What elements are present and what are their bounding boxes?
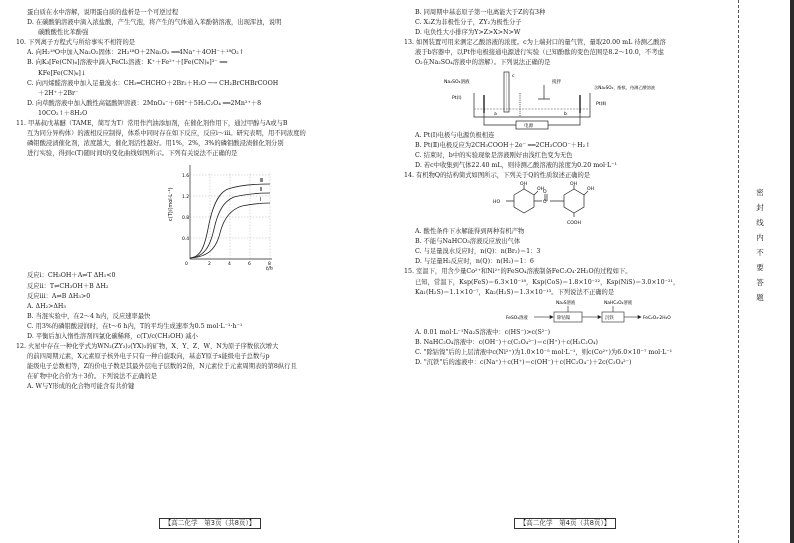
pt2-label: Pt(Ⅱ) <box>596 101 607 107</box>
reagent2-label: NaHC₂O₄溶液 <box>604 300 633 306</box>
oh-label: OH <box>537 187 545 193</box>
page-footer-left <box>120 518 300 529</box>
start-label: FeSO₄溶液 <box>506 315 528 321</box>
option-line: D. 平衡后加入惰性溶剂四氯化碳稀释，c(T)/c(CH₃OH) 减小 <box>27 332 198 340</box>
chart-svg <box>16 159 392 271</box>
text-line: 碳酸酸性比苯酚强 <box>38 29 89 37</box>
option-line: B. 不能与NaHCO₃溶液反应放出气体 <box>415 238 521 246</box>
text-line: 液于b容器中，以Pt作电极接通电源进行实验（已知酚酞的变色范围是8.2～10.0，不考虑 <box>415 49 664 57</box>
option-line: A. 酸性条件下水解能得到两种有机产物 <box>415 228 525 236</box>
seal-warning <box>752 185 768 305</box>
option-line: B. Pt(Ⅱ)电极反应为2CH₃COOH＋2e⁻ ══2CH₃COO⁻＋H₂↑ <box>415 141 591 149</box>
product-label: FeC₂O₄·2H₂O <box>643 315 671 321</box>
apparatus-svg <box>404 69 734 131</box>
seal-char: 题 <box>756 293 764 302</box>
seal-char: 不 <box>756 248 764 257</box>
footer-left-label: 【高二化学 第3页（共8页）】 <box>159 518 262 529</box>
stirrer-label: 搅拌 <box>552 79 562 85</box>
reaction-line: 反应ⅰ：CH₃OH＋A⇌T ΔH₁<0 <box>27 272 116 280</box>
step2-label: 沉铁 <box>605 315 614 321</box>
chart-ylabel: c(T)/(mol·L⁻¹) <box>168 187 174 222</box>
y-tick-label: 0.8 <box>182 216 190 222</box>
curve-label: Ⅲ <box>260 178 264 185</box>
question-12: 12. 火星中存在一种化学式为WN₂(ZY₃)₂(YX)₂的矿物，X、Y、Z、W、N为原子序数依次增大 <box>16 343 279 351</box>
option-line: B. 当混实验中，在2～4 h内，反应速率最快 <box>27 312 151 320</box>
o-label: O <box>543 190 547 196</box>
oh-label: OH <box>570 182 578 188</box>
na2so4-label: Na₂SO₄溶液 <box>444 79 470 85</box>
option-line: A. 0.01 mol·L⁻¹Na₂S溶液中：c(HS⁻)>c(S²⁻) <box>415 328 551 336</box>
text-line: 的前四周期元素，X元素原子核外电子只有一种自旋取向，基态Y原子s能级电子总数与p <box>27 353 270 361</box>
y-tick-label: 1.6 <box>182 174 190 180</box>
option-line: C. "除钴镍"后的上层清液中c(Ni²⁺)为1.0×10⁻⁵ mol·L⁻¹，则c(Co²⁺)为6.0×10⁻⁷ mol·L⁻¹ <box>415 348 673 356</box>
option-line: A. ΔH₂>ΔH₃ <box>27 302 66 310</box>
seal-char: 封 <box>756 203 764 212</box>
left-column <box>16 8 392 393</box>
pt1-label: Pt(Ⅰ) <box>452 95 462 101</box>
concentration-time-chart <box>16 159 392 271</box>
sample-label: 含Na₂SO₄、酚酞、待测乙酸溶液 <box>594 84 656 90</box>
seal-line <box>738 0 740 543</box>
step1-label: 除钴镍 <box>557 315 571 321</box>
option-line: 10CO₂↑＋8H₂O <box>38 109 88 117</box>
process-flow <box>404 298 794 328</box>
option-line: C. 与足量溴水反应时，n(Q)：n(Br₂)＝1：3 <box>415 248 541 256</box>
question-14: 14. 有机物Q的结构简式如图所示，下列关于Q的性质叙述正确的是 <box>404 171 591 179</box>
option-line: D. 向草酸溶液中加入酸性高锰酸钾溶液：2MnO₄⁻＋6H⁺＋5H₂C₂O₄ ══2Mn²⁺＋8 <box>27 99 262 107</box>
a-label: a <box>494 111 497 117</box>
text-line: D. 在碳酸钠溶液中滴入浓盐酸，产生气泡，将产生的气体通入苯酚钠溶液，出现浑浊，说明 <box>27 19 282 27</box>
option-line: D. 若c中收集到气体22.40 mL，则待测乙酸溶液的浓度为0.20 mol·L⁻¹ <box>415 161 618 169</box>
molecule-structure <box>404 181 794 227</box>
text-line: 互为同分异构体）的液相反应制得，体系中同时存在如下反应，反应ⅰ～ⅲ。研究表明，用不同浓度的 <box>27 130 306 138</box>
arrow-head <box>598 315 601 318</box>
curve-label: Ⅱ <box>260 187 263 194</box>
text-line: 在矿物中化合价为＋3价。下列说法不正确的是 <box>27 373 157 381</box>
text-line: O₂在Na₂SO₄溶液中的溶解）。下列说法正确的是 <box>415 59 551 67</box>
option-line: D. 电负性大小排序为Y>Z>X>N>W <box>415 29 521 37</box>
seal-char: 内 <box>756 233 764 242</box>
grid <box>190 173 270 259</box>
text-line: 能级电子总数相等，Z的价电子数是其最外层电子层数的2倍，N元素位于元素周期表的第8纵行且 <box>27 363 297 371</box>
question-10: 10. 下列离子方程式与所给事实不相符的是 <box>16 39 136 47</box>
y-tick-label: 1.2 <box>182 195 190 201</box>
stirrer <box>538 85 550 99</box>
seal-char: 答 <box>756 278 764 287</box>
text-line: 已知，常温下，Ksp(FeS)＝6.3×10⁻¹⁸，Ksp(CoS)＝1.8×10⁻²²，Ksp(NiS)＝3.0×10⁻²¹， <box>415 278 680 286</box>
option-line: KFe[Fe(CN)₆]↓ <box>38 69 87 77</box>
oh-label: OH <box>520 182 528 188</box>
cooh-label: COOH <box>567 221 581 227</box>
b-label: b <box>564 111 567 117</box>
c-label: c <box>512 73 515 79</box>
option-line: C. X₂Z为非极性分子，ZY₂为极性分子 <box>415 19 522 27</box>
option-line: C. 结束时，b中的实验现象是溶液刚好由浅红色变为无色 <box>415 151 573 159</box>
vessel <box>474 93 590 117</box>
option-line: D. "沉铁"后的滤液中：c(Na⁺)＋c(H⁺)＝c(OH⁻)＋c(HC₂O₄⁻)＋2c(C₂O₄²⁻) <box>415 358 632 366</box>
option-line: C. 向丙烯醛溶液中加入足量溴水：CH₂═CHCHO＋2Br₂＋H₂O ─→ CH₂BrCHBrCOOH <box>27 79 279 87</box>
text-line: 进行实验，得到c(T)随时间t的变化曲线如图所示。下列有关说法不正确的是 <box>27 150 238 158</box>
molecule-svg <box>404 181 734 227</box>
arrow-head <box>550 315 553 318</box>
reagent1-label: Na₂S溶液 <box>556 300 576 306</box>
page-footer-right <box>475 518 655 529</box>
power-label: 电源 <box>524 123 534 129</box>
footer-right-label: 【高二化学 第4页（共8页）】 <box>514 518 617 529</box>
chart-xlabel: t/h <box>266 266 273 272</box>
text-line: Ka₁(H₂S)＝1.1×10⁻⁷，Ka₂(H₂S)＝1.3×10⁻¹³。下列说法不正确的是 <box>415 288 615 296</box>
question-13: 13. 如图装置可用来测定乙酸溶液的浓度。c为上端封口的量气管，量取20.00 mL 待测乙酸溶 <box>404 39 666 47</box>
arrow-head <box>638 315 641 318</box>
ring-left <box>514 189 534 213</box>
x-tick-label: 6 <box>248 262 251 268</box>
question-15: 15. 室温下，用含少量Co²⁺和Ni²⁺的FeSO₄溶液制备FeC₂O₄·2H₂O的过程如下。 <box>404 268 632 276</box>
x-tick-label: 4 <box>228 262 231 268</box>
option-line: C. 用3%的磷钼酸浸润时，在t～6 h内，T的平均生成速率为0.5 mol·L⁻¹·h⁻¹ <box>27 322 243 330</box>
option-line: B. NaHC₂O₄溶液中：c(OH⁻)＋c(C₂O₄²⁻)＝c(H⁺)＋c(H₂C₂O₄) <box>415 338 598 346</box>
option-line: D. 与足量H₂反应时，n(Q)：n(H₂)＝1：6 <box>415 258 534 266</box>
option-line: A. 向H₂¹⁸O中加入Na₂O₂固体：2H₂¹⁸O＋2Na₂O₂ ══4Na⁺＋4OH⁻＋¹⁸O₂↑ <box>27 49 245 57</box>
option-line: A. W与Y形成的化合物可能含有共价键 <box>27 383 135 391</box>
right-column <box>404 8 794 368</box>
ho-label: HO <box>493 200 501 206</box>
reaction-line: 反应ⅲ：A⇌B ΔH₃>0 <box>27 292 91 300</box>
reaction-line: 反应ⅱ：T⇌CH₃OH＋B ΔH₂ <box>27 282 109 290</box>
option-line: B. 向K₃[Fe(CN)₆]溶液中滴入FeCl₂溶液：K⁺＋Fe²⁺＋[Fe(CN)₆]³⁻ ══ <box>27 59 228 67</box>
x-tick-label: 2 <box>208 262 211 268</box>
origin-label: 0 <box>185 262 188 268</box>
question-11: 11. 甲基叔戊基醚（TAME，简写为T）常用作汽油添加剂，在催化剂作用下，通过甲醇与A或与B <box>16 120 288 128</box>
o-label: O <box>543 200 547 206</box>
curve-label: Ⅰ <box>260 197 262 204</box>
oh-label: OH <box>587 187 595 193</box>
seal-char: 要 <box>756 263 764 272</box>
option-line: B. 同周期中基态原子第一电离能大于Z的有3种 <box>415 9 546 16</box>
ring-right <box>564 189 584 213</box>
text-line: 蛋白质在水中溶解，说明蛋白质的盐析是一个可逆过程 <box>27 9 179 16</box>
page-edge <box>790 0 794 543</box>
y-tick-label: 0.4 <box>182 237 190 243</box>
electrolysis-apparatus <box>404 69 794 131</box>
x-tick-label: 8 <box>268 262 271 268</box>
option-line: A. Pt(Ⅰ)电极与电源负极相连 <box>415 131 495 139</box>
seal-char: 密 <box>756 188 764 197</box>
flow-svg <box>404 298 734 328</box>
text-line: 磷钼酸浸渍催化剂，浓度越大，催化剂活性越好。用1%，2%，3%的磷钼酸浸渍催化剂分别 <box>27 140 284 148</box>
seal-char: 线 <box>756 218 764 227</box>
option-line: ＋2H⁺＋2Br⁻ <box>38 89 79 97</box>
